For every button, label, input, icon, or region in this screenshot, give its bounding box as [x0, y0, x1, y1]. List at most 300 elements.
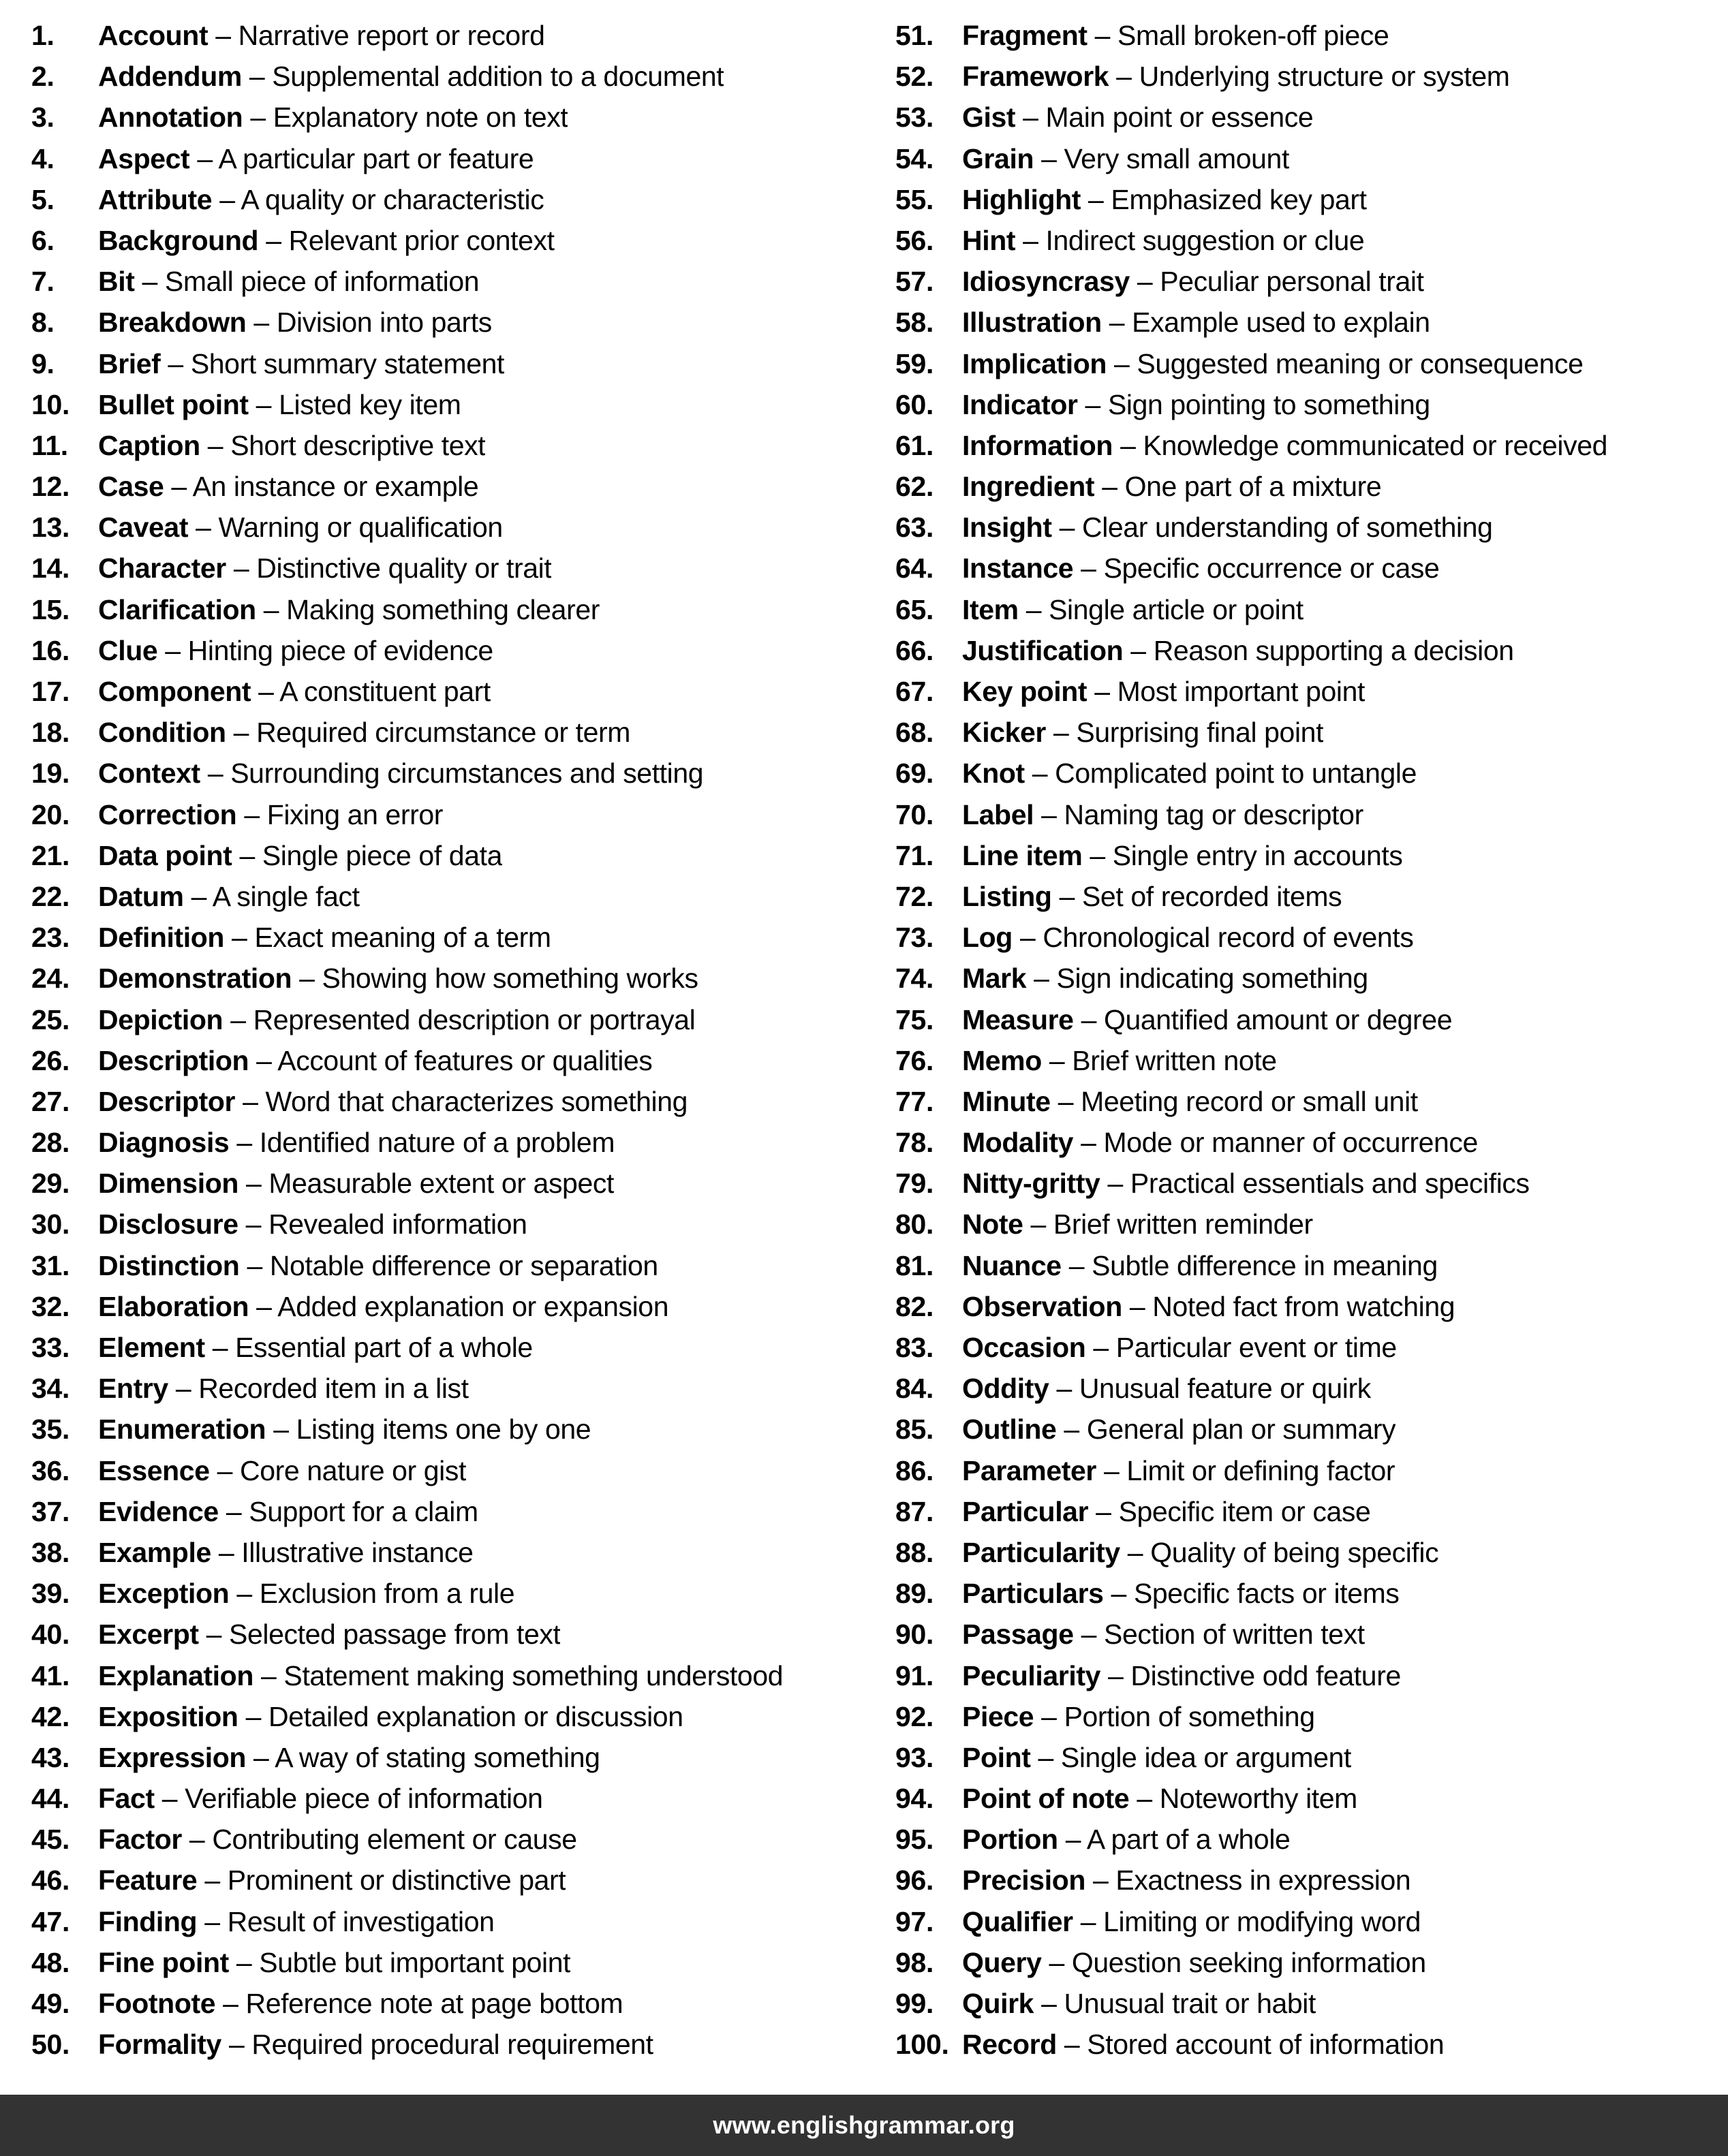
- list-item-body: [962, 425, 1607, 466]
- list-item-definition: Contributing element or cause: [212, 1824, 577, 1856]
- list-item: [895, 1081, 1723, 1122]
- list-item-dash: –: [1034, 963, 1049, 995]
- list-item-definition: Required procedural requirement: [251, 2029, 653, 2061]
- list-item-term: Illustration: [962, 307, 1102, 339]
- list-item-number: 25.: [31, 1003, 70, 1035]
- list-item-definition: Chronological record of events: [1043, 922, 1414, 954]
- list-item-dash: –: [1088, 183, 1104, 215]
- list-item-body: [98, 548, 551, 589]
- list-item: [895, 917, 1723, 958]
- list-item-body: [98, 876, 360, 917]
- list-item-number: 95.: [895, 1824, 934, 1856]
- list-item-dash: –: [1107, 1168, 1123, 1200]
- list-item-dash: –: [228, 2029, 245, 2061]
- list-item: [31, 712, 859, 753]
- list-item-body: [962, 384, 1430, 425]
- list-item: [31, 917, 859, 958]
- list-item-body: [962, 548, 1439, 589]
- list-item: [895, 1819, 1723, 1860]
- list-item-number: 8.: [31, 307, 55, 339]
- list-item-number: 62.: [895, 471, 934, 503]
- list-item-dash: –: [1038, 1741, 1053, 1773]
- list-item: [895, 712, 1723, 753]
- list-item-definition: Recorded item in a list: [198, 1373, 469, 1405]
- footer-website-url[interactable]: www.englishgrammar.org: [713, 2111, 1015, 2139]
- list-item-body: [962, 1450, 1395, 1491]
- list-item-definition: Small piece of information: [164, 266, 480, 298]
- list-item-dash: –: [1019, 922, 1036, 954]
- list-item-dash: –: [197, 142, 213, 174]
- list-item: [895, 1778, 1723, 1819]
- list-item-definition: A way of stating something: [275, 1741, 600, 1773]
- list-item-definition: Specific facts or items: [1133, 1578, 1400, 1610]
- list-item-definition: Required circumstance or term: [256, 717, 631, 749]
- list-item-body: [962, 1819, 1290, 1860]
- list-item: [31, 466, 859, 507]
- list-item-definition: Surrounding circumstances and setting: [230, 757, 704, 790]
- list-item-number: 86.: [895, 1454, 934, 1486]
- list-item: [895, 671, 1723, 712]
- list-item-number: 23.: [31, 922, 70, 954]
- list-item-dash: –: [1025, 593, 1042, 625]
- left-column: [0, 15, 864, 2065]
- list-item-dash: –: [263, 593, 279, 625]
- list-item: [31, 589, 859, 630]
- list-item-number: 59.: [895, 347, 934, 379]
- list-item-term: Mark: [962, 963, 1027, 995]
- list-item: [895, 2024, 1723, 2065]
- list-item: [31, 1327, 859, 1368]
- list-item-dash: –: [246, 1168, 262, 1200]
- list-item: [895, 343, 1723, 384]
- list-item: [895, 56, 1723, 97]
- list-item-number: 2.: [31, 61, 55, 93]
- list-item: [31, 1368, 859, 1409]
- list-item-dash: –: [266, 224, 281, 256]
- list-item-definition: Clear understanding of something: [1081, 512, 1493, 544]
- list-item-dash: –: [256, 388, 272, 420]
- list-item-number: 22.: [31, 880, 70, 912]
- list-item-body: [962, 179, 1367, 220]
- list-item-term: Quirk: [962, 1988, 1034, 2019]
- list-item-number: 32.: [31, 1290, 70, 1322]
- list-item: [895, 425, 1723, 466]
- list-item: [31, 1983, 859, 2024]
- list-item-term: Insight: [962, 512, 1052, 544]
- list-item-dash: –: [219, 183, 235, 215]
- list-item-term: Precision: [962, 1864, 1085, 1896]
- list-item-number: 29.: [31, 1168, 70, 1200]
- list-item: [895, 958, 1723, 999]
- list-item: [31, 1573, 859, 1614]
- list-item-body: [98, 589, 600, 630]
- list-item-term: Item: [962, 593, 1019, 625]
- list-item-number: 78.: [895, 1127, 934, 1159]
- list-item-term: Formality: [98, 2029, 221, 2061]
- list-item-term: Background: [98, 224, 259, 256]
- list-item-definition: Most important point: [1117, 676, 1366, 707]
- two-column-list-container: [0, 15, 1728, 2093]
- list-item-definition: Word that characterizes something: [265, 1085, 688, 1117]
- list-item-term: Observation: [962, 1290, 1122, 1322]
- list-item-definition: Notable difference or separation: [269, 1249, 658, 1281]
- list-item: [31, 999, 859, 1040]
- list-item-term: Note: [962, 1208, 1023, 1240]
- list-item-body: [962, 1901, 1421, 1942]
- list-item-dash: –: [1111, 1578, 1126, 1610]
- list-item-dash: –: [1059, 880, 1075, 912]
- list-item-term: Entry: [98, 1373, 168, 1405]
- list-item-body: [962, 835, 1403, 876]
- list-item-dash: –: [245, 1700, 261, 1732]
- list-item-body: [962, 261, 1424, 302]
- list-item-term: Expression: [98, 1741, 247, 1773]
- list-item-term: Exposition: [98, 1700, 238, 1732]
- list-item-body: [98, 425, 485, 466]
- list-item-body: [962, 1491, 1370, 1532]
- list-item-dash: –: [171, 471, 187, 503]
- list-item-number: 24.: [31, 963, 70, 995]
- list-item-definition: Represented description or portrayal: [253, 1003, 696, 1035]
- list-item-definition: Subtle difference in meaning: [1092, 1249, 1438, 1281]
- list-item-number: 38.: [31, 1536, 70, 1568]
- list-item-dash: –: [1059, 512, 1075, 544]
- list-item-body: [98, 999, 695, 1040]
- list-item-definition: Brief written reminder: [1053, 1208, 1313, 1240]
- list-item: [895, 753, 1723, 794]
- list-item-dash: –: [142, 266, 157, 298]
- list-item-term: Indicator: [962, 388, 1078, 420]
- list-item-dash: –: [218, 1536, 234, 1568]
- list-item: [895, 1901, 1723, 1942]
- list-item: [895, 1532, 1723, 1573]
- list-item-term: Portion: [962, 1824, 1058, 1856]
- list-item-definition: Portion of something: [1064, 1700, 1315, 1732]
- list-item-term: Implication: [962, 347, 1107, 379]
- list-item-term: Character: [98, 552, 226, 584]
- list-item-dash: –: [230, 1003, 246, 1035]
- list-item-dash: –: [1081, 1003, 1096, 1035]
- list-item-term: Label: [962, 798, 1034, 830]
- list-item-definition: Question seeking information: [1071, 1946, 1426, 1978]
- list-item-term: Caption: [98, 429, 200, 461]
- list-item: [895, 1491, 1723, 1532]
- list-item: [895, 1368, 1723, 1409]
- list-item-dash: –: [253, 307, 269, 339]
- list-item-definition: Practical essentials and specifics: [1130, 1168, 1530, 1200]
- list-item: [31, 384, 859, 425]
- list-item-body: [962, 15, 1389, 56]
- list-item-number: 82.: [895, 1290, 934, 1322]
- list-item-definition: Quality of being specific: [1150, 1536, 1439, 1568]
- list-item: [31, 835, 859, 876]
- list-item-dash: –: [1064, 1413, 1079, 1446]
- list-item-term: Peculiarity: [962, 1659, 1100, 1691]
- list-item-definition: Explanatory note on text: [273, 101, 568, 134]
- list-item-body: [962, 507, 1493, 548]
- list-item-dash: –: [165, 634, 181, 666]
- list-item-dash: –: [1109, 307, 1125, 339]
- list-item-definition: A particular part or feature: [218, 142, 534, 174]
- list-item-number: 91.: [895, 1659, 934, 1691]
- list-item-number: 60.: [895, 388, 934, 420]
- list-item-body: [962, 1942, 1426, 1983]
- list-item-definition: Showing how something works: [322, 963, 698, 995]
- list-item-body: [962, 1778, 1357, 1819]
- list-item-term: Distinction: [98, 1249, 240, 1281]
- list-item: [895, 97, 1723, 138]
- list-item-number: 52.: [895, 61, 934, 93]
- list-item-term: Kicker: [962, 717, 1046, 749]
- list-item-body: [98, 794, 443, 835]
- list-item-number: 27.: [31, 1085, 70, 1117]
- list-item-body: [962, 1409, 1395, 1450]
- list-item-number: 98.: [895, 1946, 934, 1978]
- list-item-dash: –: [236, 1578, 252, 1610]
- list-item-number: 21.: [31, 839, 70, 871]
- list-item-body: [98, 1614, 560, 1655]
- list-item-term: Nuance: [962, 1249, 1062, 1281]
- list-item-number: 80.: [895, 1208, 934, 1240]
- list-item-dash: –: [273, 1413, 289, 1446]
- list-item-dash: –: [1049, 1946, 1064, 1978]
- list-item-term: Oddity: [962, 1373, 1049, 1405]
- list-item-term: Caveat: [98, 512, 189, 544]
- list-item-dash: –: [212, 1332, 228, 1363]
- list-item: [31, 1491, 859, 1532]
- list-item-number: 84.: [895, 1373, 934, 1405]
- list-item-dash: –: [1041, 798, 1057, 830]
- list-item-dash: –: [161, 1783, 178, 1815]
- list-item: [895, 1942, 1723, 1983]
- list-item-term: Excerpt: [98, 1619, 199, 1651]
- list-item-number: 13.: [31, 512, 70, 544]
- list-item-definition: Noted fact from watching: [1152, 1290, 1455, 1322]
- list-item-dash: –: [1030, 1208, 1046, 1240]
- list-item-body: [98, 1491, 478, 1532]
- list-item-definition: Set of recorded items: [1081, 880, 1342, 912]
- list-item-dash: –: [236, 1127, 252, 1159]
- list-item-term: Measure: [962, 1003, 1074, 1035]
- list-item: [895, 1163, 1723, 1204]
- list-item-term: Clue: [98, 634, 158, 666]
- list-item-number: 49.: [31, 1988, 70, 2019]
- list-item-definition: Hinting piece of evidence: [187, 634, 493, 666]
- list-item-number: 45.: [31, 1824, 70, 1856]
- list-item: [895, 1450, 1723, 1491]
- list-item-dash: –: [1081, 1127, 1096, 1159]
- list-item: [895, 1983, 1723, 2024]
- list-item-definition: Revealed information: [268, 1208, 527, 1240]
- list-item-dash: –: [1080, 1905, 1096, 1937]
- list-item-body: [962, 1081, 1418, 1122]
- list-item: [31, 1245, 859, 1286]
- list-item-dash: –: [1116, 61, 1132, 93]
- list-item-term: Finding: [98, 1905, 198, 1937]
- list-item-term: Fact: [98, 1783, 155, 1815]
- list-item-definition: Measurable extent or aspect: [268, 1168, 614, 1200]
- list-item-number: 36.: [31, 1454, 70, 1486]
- list-item: [895, 794, 1723, 835]
- list-item-term: Passage: [962, 1619, 1074, 1651]
- list-item: [31, 261, 859, 302]
- list-item-term: Evidence: [98, 1495, 219, 1527]
- list-item-body: [962, 1368, 1371, 1409]
- list-item-dash: –: [1023, 224, 1038, 256]
- list-item-term: Particularity: [962, 1536, 1120, 1568]
- list-item-dash: –: [1094, 676, 1110, 707]
- list-item-body: [962, 1532, 1438, 1573]
- list-item-dash: –: [243, 1085, 258, 1117]
- list-item-body: [98, 1245, 658, 1286]
- list-item-term: Description: [98, 1044, 249, 1076]
- list-item-body: [98, 1778, 543, 1819]
- list-item-definition: Small broken-off piece: [1117, 20, 1389, 51]
- list-item-dash: –: [1065, 1824, 1081, 1856]
- list-item-number: 40.: [31, 1619, 70, 1651]
- list-item-body: [962, 343, 1584, 384]
- list-item: [31, 220, 859, 261]
- list-item-term: Bullet point: [98, 388, 249, 420]
- list-item-term: Condition: [98, 717, 226, 749]
- list-item: [895, 1614, 1723, 1655]
- list-item-definition: Single idea or argument: [1060, 1741, 1352, 1773]
- list-item-dash: –: [258, 676, 274, 707]
- list-item-dash: –: [1094, 20, 1111, 51]
- list-item-number: 81.: [895, 1249, 934, 1281]
- list-item-number: 5.: [31, 183, 55, 215]
- footer-bar: [0, 2095, 1728, 2156]
- list-item: [31, 425, 859, 466]
- list-item: [31, 343, 859, 384]
- list-item-definition: Exclusion from a rule: [259, 1578, 515, 1610]
- list-item-definition: Meeting record or small unit: [1081, 1085, 1418, 1117]
- list-item-number: 100.: [895, 2029, 949, 2061]
- list-item-term: Datum: [98, 880, 184, 912]
- list-item-number: 28.: [31, 1127, 70, 1159]
- list-item-definition: Peculiar personal trait: [1160, 266, 1424, 298]
- list-item-body: [98, 261, 479, 302]
- list-item-definition: Specific item or case: [1118, 1495, 1371, 1527]
- list-item-body: [98, 15, 544, 56]
- list-item-body: [98, 384, 461, 425]
- list-item-term: Knot: [962, 757, 1025, 790]
- list-item-dash: –: [1114, 347, 1130, 379]
- list-item: [31, 1778, 859, 1819]
- list-item: [31, 2024, 859, 2065]
- list-item: [31, 1204, 859, 1245]
- list-item-definition: Knowledge communicated or received: [1143, 429, 1607, 461]
- list-item-number: 10.: [31, 388, 70, 420]
- list-item: [31, 56, 859, 97]
- list-item-definition: Single article or point: [1049, 593, 1303, 625]
- list-item-body: [962, 466, 1381, 507]
- list-item-dash: –: [299, 963, 315, 995]
- list-item-body: [98, 1204, 527, 1245]
- list-item-term: Outline: [962, 1413, 1057, 1446]
- list-item-term: Attribute: [98, 183, 213, 215]
- list-item-term: Account: [98, 20, 209, 51]
- list-item-dash: –: [247, 1249, 262, 1281]
- list-item-definition: A constituent part: [279, 676, 491, 707]
- list-item: [895, 876, 1723, 917]
- list-item: [31, 179, 859, 220]
- list-item-number: 42.: [31, 1700, 70, 1732]
- list-item-definition: Underlying structure or system: [1139, 61, 1510, 93]
- list-item-term: Idiosyncrasy: [962, 266, 1130, 298]
- list-item: [895, 1204, 1723, 1245]
- list-item-number: 34.: [31, 1373, 70, 1405]
- list-item-number: 31.: [31, 1249, 70, 1281]
- list-item: [31, 1081, 859, 1122]
- list-item-number: 58.: [895, 307, 934, 339]
- list-item-definition: Noteworthy item: [1159, 1783, 1357, 1815]
- list-item-body: [98, 1901, 495, 1942]
- list-item-body: [98, 958, 698, 999]
- list-item-definition: Core nature or gist: [240, 1454, 466, 1486]
- list-item-dash: –: [215, 20, 231, 51]
- list-item-dash: –: [1041, 1700, 1057, 1732]
- list-item-definition: Quantified amount or degree: [1103, 1003, 1453, 1035]
- list-item-term: Element: [98, 1332, 205, 1363]
- list-item-dash: –: [249, 61, 265, 93]
- list-item-number: 14.: [31, 552, 70, 584]
- list-item-body: [962, 138, 1289, 179]
- list-item-number: 83.: [895, 1332, 934, 1363]
- list-item-number: 43.: [31, 1741, 70, 1773]
- list-item-body: [962, 876, 1342, 917]
- list-item-number: 90.: [895, 1619, 934, 1651]
- list-item-body: [98, 1327, 533, 1368]
- list-item-body: [962, 1860, 1410, 1901]
- list-item-body: [98, 1737, 600, 1778]
- list-item-dash: –: [1056, 1373, 1072, 1405]
- list-item-definition: Mode or manner of occurrence: [1103, 1127, 1478, 1159]
- list-item: [895, 466, 1723, 507]
- list-item-term: Instance: [962, 552, 1074, 584]
- list-item-term: Dimension: [98, 1168, 238, 1200]
- list-item-definition: A single fact: [212, 880, 360, 912]
- list-item-dash: –: [196, 512, 211, 544]
- list-item-term: Point: [962, 1741, 1031, 1773]
- list-item: [31, 1737, 859, 1778]
- list-item-definition: Distinctive odd feature: [1130, 1659, 1401, 1691]
- list-item: [31, 794, 859, 835]
- list-item: [895, 507, 1723, 548]
- list-item-number: 99.: [895, 1988, 934, 2019]
- list-item-term: Key point: [962, 676, 1087, 707]
- list-item: [31, 97, 859, 138]
- list-item-term: Gist: [962, 101, 1016, 134]
- list-item-number: 61.: [895, 429, 934, 461]
- list-item-definition: Short summary statement: [190, 347, 505, 379]
- list-item-number: 85.: [895, 1413, 934, 1446]
- list-item-body: [98, 1942, 570, 1983]
- list-item-number: 6.: [31, 224, 55, 256]
- list-item-definition: Added explanation or expansion: [277, 1290, 669, 1322]
- list-item-definition: An instance or example: [192, 471, 479, 503]
- list-item-body: [962, 1696, 1315, 1737]
- list-item-definition: Identified nature of a problem: [259, 1127, 615, 1159]
- list-item-term: Record: [962, 2029, 1057, 2061]
- list-item-term: Disclosure: [98, 1208, 238, 1240]
- list-item-body: [98, 917, 551, 958]
- list-item-body: [962, 220, 1364, 261]
- list-item: [31, 138, 859, 179]
- list-item-term: Fine point: [98, 1946, 229, 1978]
- list-item-dash: –: [244, 798, 260, 830]
- list-item-term: Case: [98, 471, 164, 503]
